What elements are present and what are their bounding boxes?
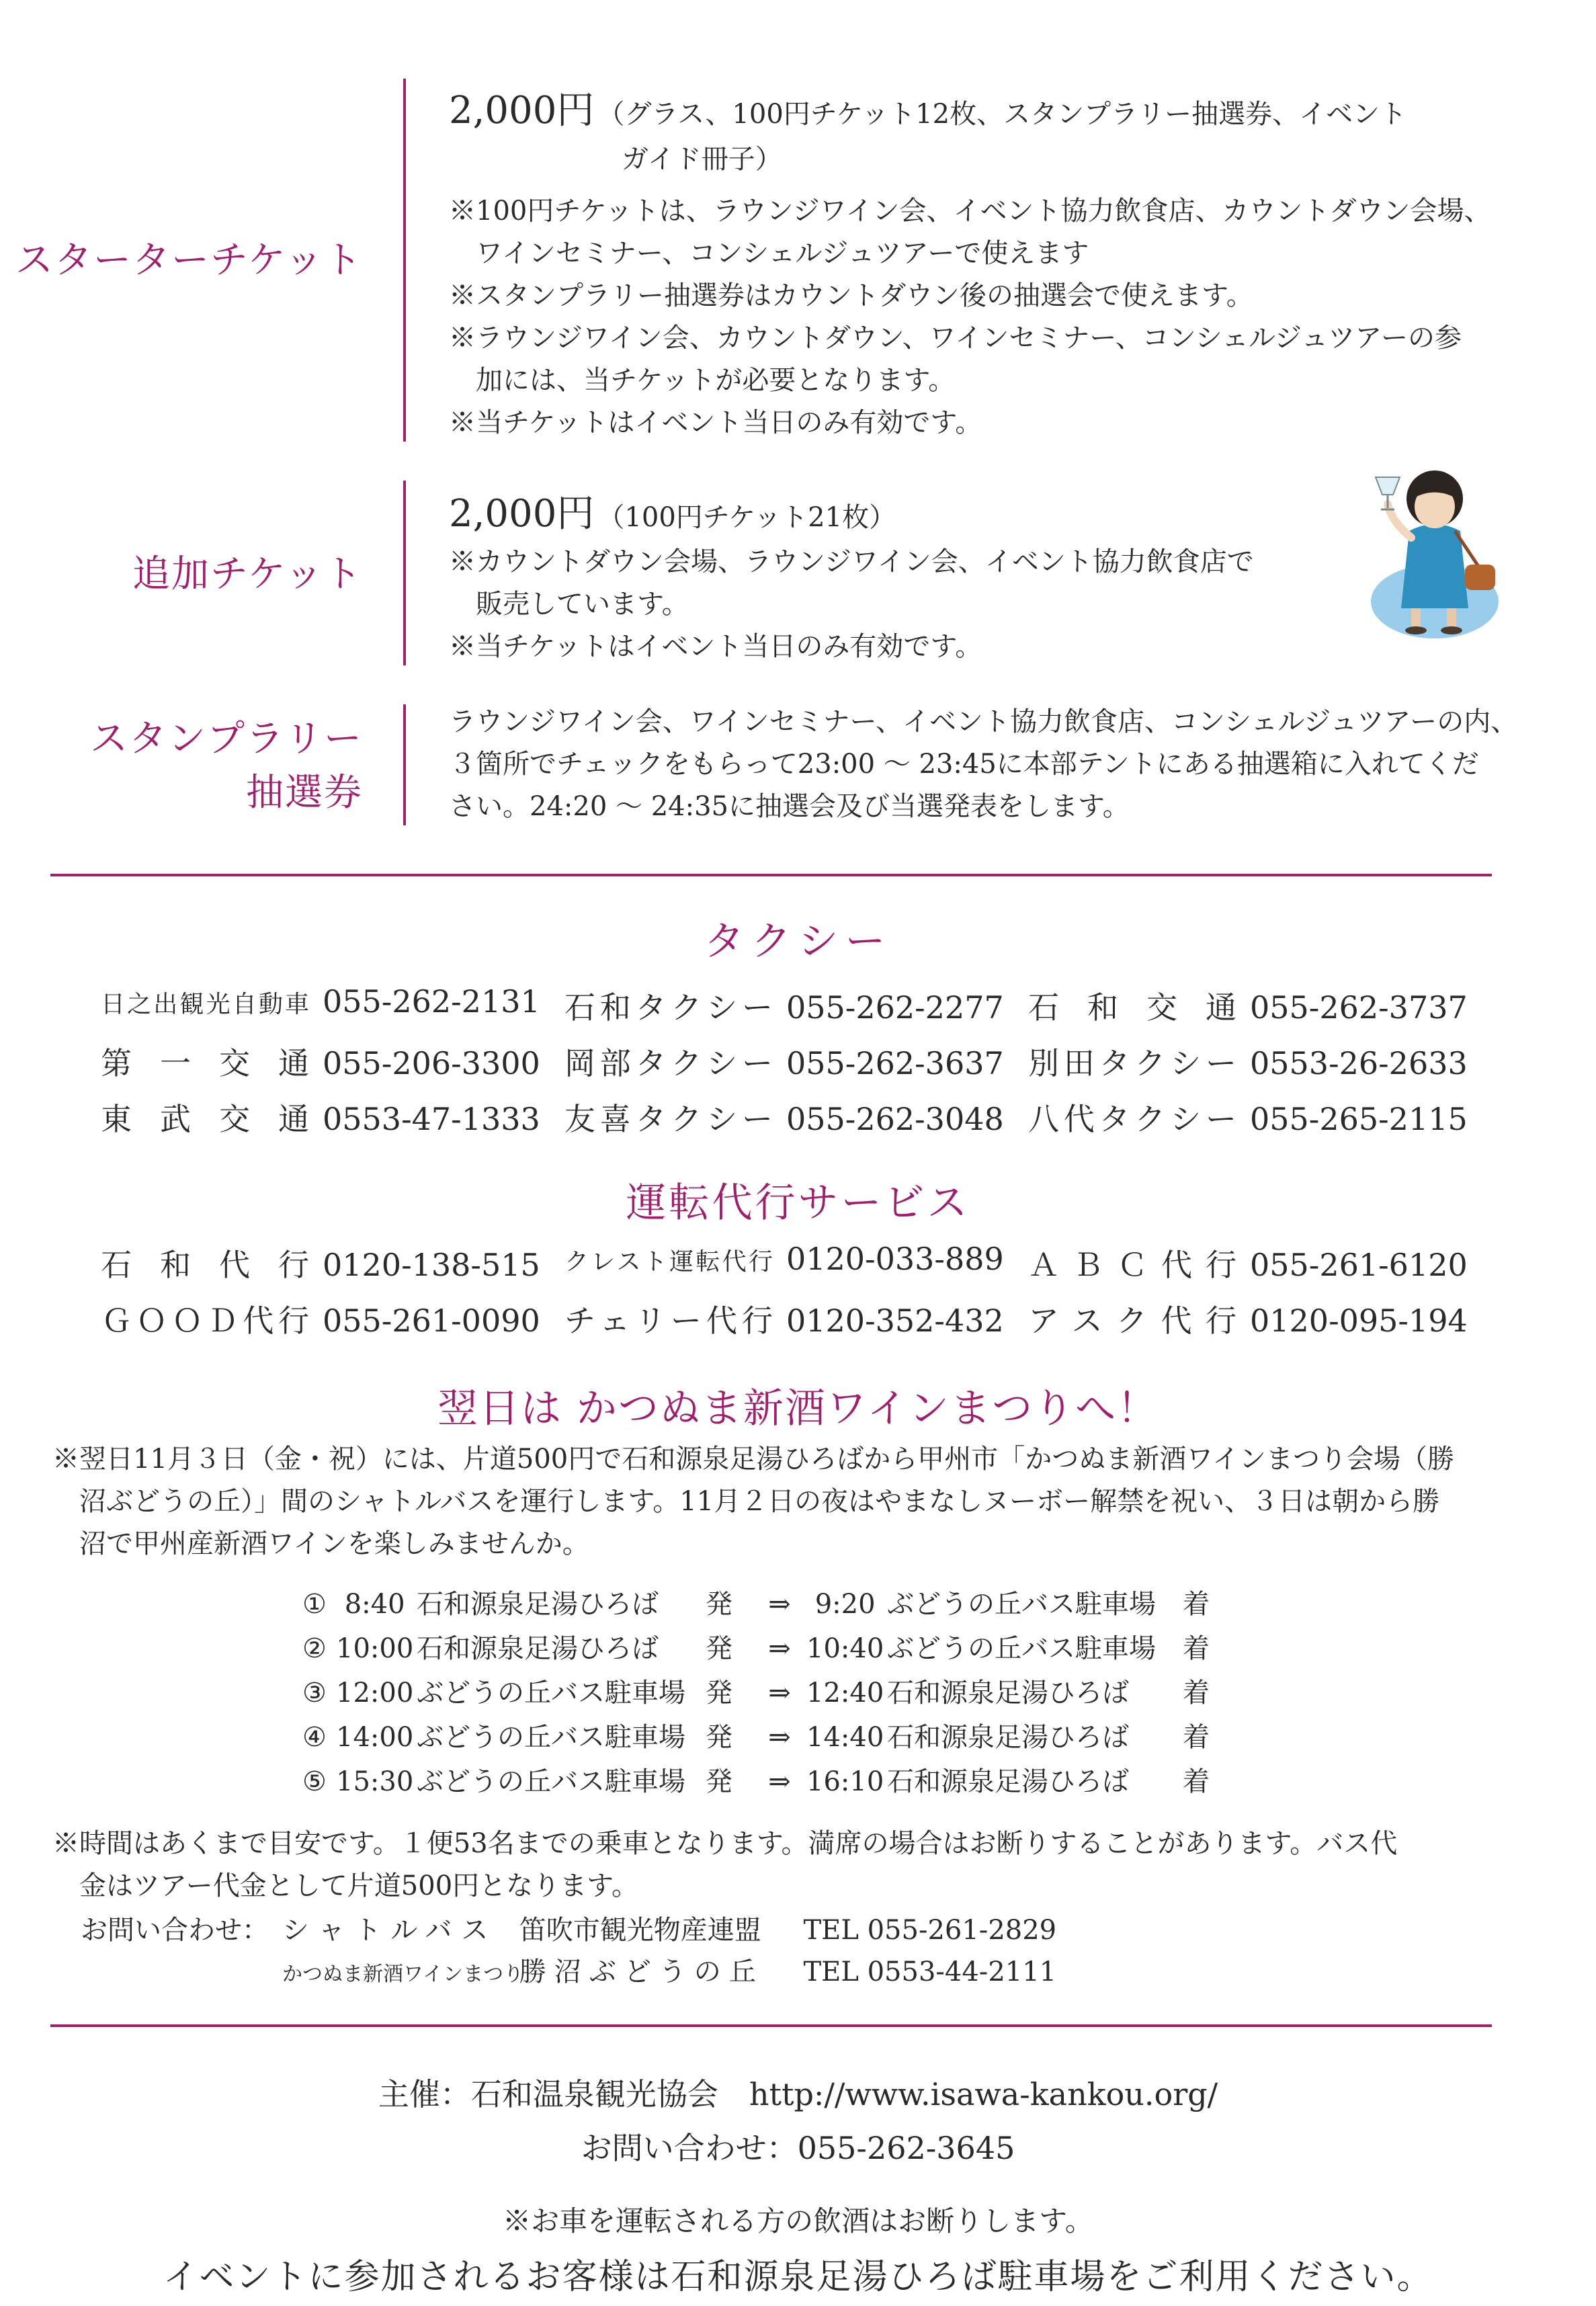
starter-ticket-contents: （グラス、100円チケット12枚、スタンプラリー抽選券、イベント xyxy=(597,99,1407,130)
taxi-entry xyxy=(1028,1095,1468,1139)
arrival-word: 着 xyxy=(1183,1633,1210,1664)
departure-place: 石和源泉足湯ひろば xyxy=(417,1589,659,1620)
additional-note: ※当チケットはイベント当日のみ有効です。 xyxy=(449,631,982,662)
departure-time: 12:00 xyxy=(336,1678,414,1708)
contact: お問い合わせ：055-262-3645 xyxy=(581,2130,1015,2166)
schedule-number: ⑤ xyxy=(302,1766,327,1797)
taxi-name: 友喜タクシー xyxy=(564,1101,773,1137)
taxi-tel: 0553-47-1333 xyxy=(323,1101,540,1137)
arrival-word: 着 xyxy=(1183,1766,1210,1797)
taxi-entry xyxy=(564,1095,1004,1139)
stamp-rally-label-line2: 抽選券 xyxy=(246,771,363,815)
daiko-tel: 0120-352-432 xyxy=(786,1303,1004,1339)
arrival-word: 着 xyxy=(1183,1722,1210,1753)
arrow-icon: ⇒ xyxy=(768,1722,791,1753)
taxi-tel: 055-262-3048 xyxy=(786,1101,1004,1137)
stamp-rally-label-line1: スタンプラリー xyxy=(90,717,363,761)
schedule-number: ② xyxy=(302,1633,327,1664)
taxi-name: 八代タクシー xyxy=(1028,1101,1236,1137)
nextday-note: ※時間はあくまで目安です。１便53名までの乗車となります。満席の場合はお断りすることがあります。バス代 xyxy=(52,1828,1398,1859)
nextday-intro: 沼で甲州産新酒ワインを楽しみませんか。 xyxy=(79,1528,589,1559)
daiko-entry xyxy=(101,1241,540,1285)
stamp-rally-divider xyxy=(403,704,406,825)
inquiry-tel: TEL 0553-44-2111 xyxy=(803,1957,1057,1987)
arrival-place: 石和源泉足湯ひろば xyxy=(887,1722,1129,1753)
taxi-tel: 0553-26-2633 xyxy=(1250,1045,1468,1081)
section-divider xyxy=(50,2024,1492,2027)
daiko-tel: 055-261-0090 xyxy=(323,1303,540,1339)
schedule-row xyxy=(302,1627,1216,1665)
starter-ticket-price-line xyxy=(449,81,1406,134)
arrival-word: 着 xyxy=(1183,1589,1210,1620)
arrival-word: 着 xyxy=(1183,1678,1210,1708)
daiko-entry xyxy=(1028,1296,1468,1341)
daiko-name: ＡＢＣ代行 xyxy=(1028,1247,1236,1283)
arrival-time: 12:40 xyxy=(806,1678,884,1708)
additional-ticket-divider xyxy=(403,481,406,665)
starter-ticket-divider xyxy=(403,79,406,442)
taxi-name: 石和タクシー xyxy=(564,989,773,1026)
departure-word: 発 xyxy=(706,1678,732,1708)
taxi-tel: 055-262-2277 xyxy=(786,989,1004,1026)
starter-note: ※スタンプラリー抽選券はカウントダウン後の抽選会で使えます。 xyxy=(449,280,1253,311)
arrow-icon: ⇒ xyxy=(768,1633,791,1664)
departure-word: 発 xyxy=(706,1633,732,1664)
inquiry-festival xyxy=(282,1950,1056,1989)
taxi-name: 日之出観光自動車 xyxy=(101,991,309,1018)
schedule-number: ③ xyxy=(302,1678,327,1708)
taxi-tel: 055-265-2115 xyxy=(1250,1101,1468,1137)
departure-word: 発 xyxy=(706,1722,732,1753)
section-divider xyxy=(50,874,1492,876)
schedule-row xyxy=(302,1760,1216,1799)
departure-place: ぶどうの丘バス駐車場 xyxy=(417,1678,685,1708)
arrow-icon: ⇒ xyxy=(768,1678,791,1708)
taxi-entry xyxy=(101,983,540,1020)
taxi-tel: 055-262-3637 xyxy=(786,1045,1004,1081)
arrival-time: 14:40 xyxy=(806,1722,884,1753)
inquiry-organization: 笛吹市観光物産連盟 xyxy=(519,1915,761,1946)
taxi-entry xyxy=(101,1039,540,1083)
inquiry-label: お問い合わせ： xyxy=(81,1915,269,1946)
inquiry-subject: かつぬま新酒ワインまつり xyxy=(282,1963,524,1986)
taxi-name: 石和交通 xyxy=(1028,989,1236,1026)
arrow-icon: ⇒ xyxy=(768,1766,791,1797)
taxi-entry xyxy=(564,983,1004,1028)
arrival-place: 石和源泉足湯ひろば xyxy=(887,1678,1129,1708)
taxi-name: 岡部タクシー xyxy=(564,1045,773,1081)
stamp-rally-text: さい。24:20 ～ 24:35に抽選会及び当選発表をします。 xyxy=(449,791,1130,822)
starter-ticket-contents-cont: ガイド冊子） xyxy=(622,144,782,175)
arrival-place: 石和源泉足湯ひろば xyxy=(887,1766,1129,1797)
arrow-icon: ⇒ xyxy=(768,1589,791,1620)
daiko-entry xyxy=(101,1296,540,1341)
arrival-time: 9:20 xyxy=(806,1589,876,1620)
additional-ticket-price-line xyxy=(449,484,896,538)
taxi-entry xyxy=(1028,1039,1468,1083)
taxi-entry xyxy=(101,1095,540,1139)
departure-word: 発 xyxy=(706,1589,732,1620)
starter-note: ※ラウンジワイン会、カウントダウン、ワインセミナー、コンシェルジュツアーの参 xyxy=(449,323,1462,354)
stamp-rally-text: ３箇所でチェックをもらって23:00 ～ 23:45に本部テントにある抽選箱に入れてくだ xyxy=(449,749,1479,780)
daiko-tel: 055-261-6120 xyxy=(1250,1247,1468,1283)
additional-note: ※カウントダウン会場、ラウンジワイン会、イベント協力飲食店で xyxy=(449,546,1254,577)
departure-time: 10:00 xyxy=(336,1633,414,1664)
departure-time: 8:40 xyxy=(336,1589,405,1620)
taxi-tel: 055-262-2131 xyxy=(323,983,540,1020)
daiko-entry xyxy=(1028,1241,1468,1285)
daiko-entry xyxy=(564,1296,1004,1341)
starter-ticket-price: 2,000円 xyxy=(449,89,595,132)
departure-time: 14:00 xyxy=(336,1722,414,1753)
starter-ticket-label: スターターチケット xyxy=(15,239,363,282)
daiko-tel: 0120-033-889 xyxy=(786,1241,1004,1277)
taxi-name: 東武交通 xyxy=(101,1101,309,1137)
schedule-row xyxy=(302,1583,1216,1621)
daiko-name: 石和代行 xyxy=(101,1247,309,1283)
departure-place: ぶどうの丘バス駐車場 xyxy=(417,1722,685,1753)
taxi-entry xyxy=(1028,983,1468,1028)
departure-place: ぶどうの丘バス駐車場 xyxy=(417,1766,685,1797)
starter-note: ※当チケットはイベント当日のみ有効です。 xyxy=(449,407,982,438)
taxi-entry xyxy=(564,1039,1004,1083)
departure-word: 発 xyxy=(706,1766,732,1797)
nextday-intro: ※翌日11月３日（金・祝）には、片道500円で石和源泉足湯ひろばから甲州市「かつぬま新酒ワインまつり会場（勝 xyxy=(52,1444,1455,1475)
daiko-name: アスク代行 xyxy=(1028,1303,1236,1339)
inquiry-shuttle xyxy=(282,1909,1056,1947)
arrival-time: 16:10 xyxy=(806,1766,884,1797)
additional-ticket-label: 追加チケット xyxy=(132,552,363,596)
inquiry-organization: 勝沼ぶどうの丘 xyxy=(519,1957,764,1987)
taxi-heading: タクシー xyxy=(704,918,892,965)
schedule-row xyxy=(302,1672,1216,1710)
daiko-tel: 0120-095-194 xyxy=(1250,1303,1468,1339)
nextday-heading: 翌日は かつぬま新酒ワインまつりへ！ xyxy=(437,1385,1159,1432)
daiko-heading: 運転代行サービス xyxy=(626,1180,970,1227)
parking-note: イベントに参加されるお客様は石和源泉足湯ひろば駐車場をご利用ください。 xyxy=(163,2257,1433,2297)
nextday-intro: 沼ぶどうの丘）」間のシャトルバスを運行します。11月２日の夜はやまなしヌーボー解禁を祝い、３日は朝から勝 xyxy=(79,1486,1440,1517)
taxi-name: 別田タクシー xyxy=(1028,1045,1236,1081)
starter-note: ※100円チケットは、ラウンジワイン会、イベント協力飲食店、カウントダウン会場、 xyxy=(449,196,1491,227)
additional-note: 販売しています。 xyxy=(476,589,689,620)
arrival-time: 10:40 xyxy=(806,1633,884,1664)
taxi-tel: 055-206-3300 xyxy=(323,1045,540,1081)
inquiry-tel: TEL 055-261-2829 xyxy=(803,1915,1057,1946)
schedule-number: ① xyxy=(302,1589,327,1620)
additional-ticket-price: 2,000円 xyxy=(449,492,595,536)
taxi-name: 第一交通 xyxy=(101,1045,309,1081)
departure-time: 15:30 xyxy=(336,1766,414,1797)
taxi-tel: 055-262-3737 xyxy=(1250,989,1468,1026)
inquiry-subject: シャトルバス xyxy=(282,1915,498,1946)
starter-note: ワインセミナー、コンシェルジュツアーで使えます xyxy=(476,238,1089,269)
stamp-rally-text: ラウンジワイン会、ワインセミナー、イベント協力飲食店、コンシェルジュツアーの内、 xyxy=(449,706,1518,737)
schedule-row xyxy=(302,1716,1216,1754)
daiko-name: ＧＯＯＤ代行 xyxy=(101,1303,309,1339)
arrival-place: ぶどうの丘バス駐車場 xyxy=(887,1589,1156,1620)
drink-note: ※お車を運転される方の飲酒はお断りします。 xyxy=(503,2205,1093,2237)
starter-note: 加には、当チケットが必要となります。 xyxy=(476,365,956,396)
additional-ticket-contents: （100円チケット21枚） xyxy=(597,502,896,533)
schedule-number: ④ xyxy=(302,1722,327,1753)
arrival-place: ぶどうの丘バス駐車場 xyxy=(887,1633,1156,1664)
departure-place: 石和源泉足湯ひろば xyxy=(417,1633,659,1664)
daiko-name: チェリー代行 xyxy=(564,1303,773,1339)
organizer: 主催：石和温泉観光協会 http://www.isawa-kankou.org/ xyxy=(378,2076,1218,2112)
daiko-entry xyxy=(564,1241,1004,1277)
nextday-note: 金はツアー代金として片道500円となります。 xyxy=(79,1870,638,1901)
daiko-name: クレスト運転代行 xyxy=(564,1248,773,1276)
daiko-tel: 0120-138-515 xyxy=(323,1247,540,1283)
wine-girl-illustration xyxy=(1361,450,1502,645)
